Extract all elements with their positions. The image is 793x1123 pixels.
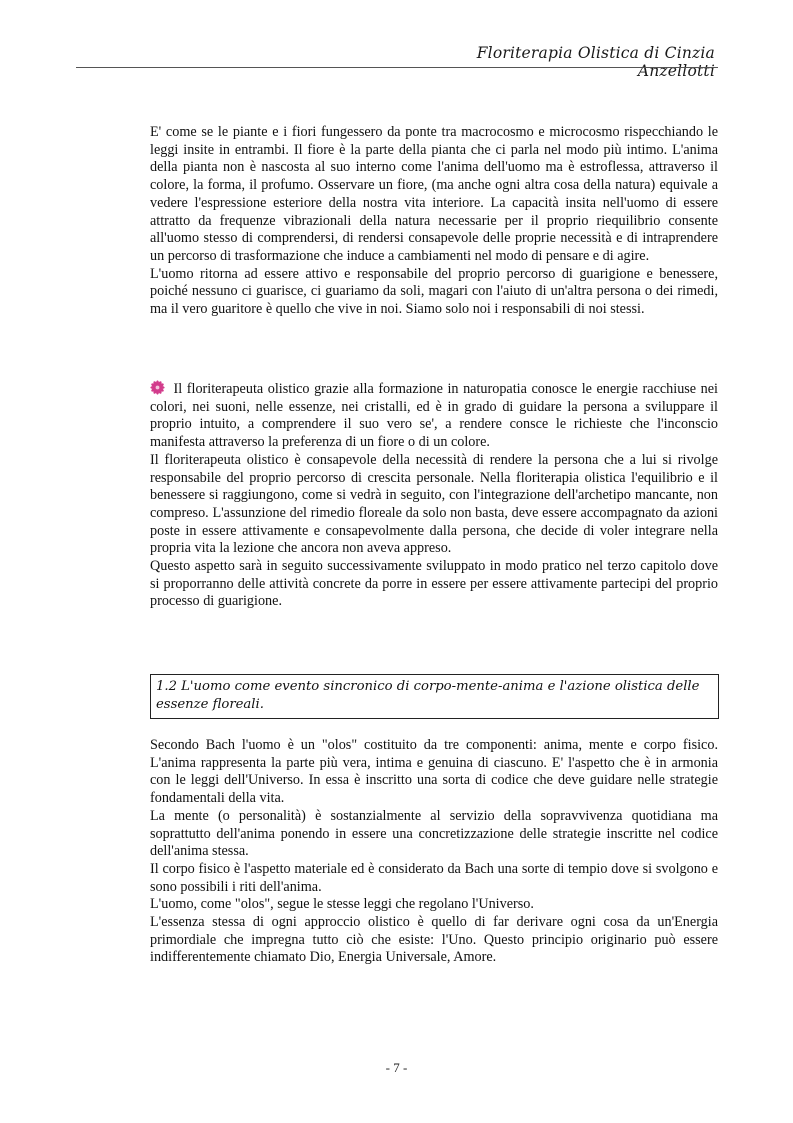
page-number: - 7 -: [385, 1060, 408, 1075]
paragraph: L'uomo ritorna ad essere attivo e responsabile del proprio percorso di guarigione e benessere, poiché nessuno ci guarisce, ci guariamo da soli, magari con l'aiuto di un'altra persona o dei rimedi, ma il vero guaritore è quello che vive in noi. Siamo solo noi i responsabili di noi stessi.: [150, 265, 718, 318]
running-header: Floriterapia Olistica di Cinzia Anzellotti: [476, 44, 715, 80]
paragraph: Secondo Bach l'uomo è un "olos" costituito da tre componenti: anima, mente e corpo fisico. L'anima rappresenta la parte più vera, intima e genuina di ciascuno. E' l'aspetto che è in armonia con le leggi dell'Universo. In essa è inscritto una sorta di codice che deve guidare nelle strategie fondamentali della vita.: [150, 737, 718, 807]
paragraph-text: Il floriterapeuta olistico grazie alla formazione in naturopatia conosce le energie racchiuse nei colori, nei suoni, nelle essenze, nei cristalli, ed è in grado di guidare la persona a sviluppare il proprio intuito, a comprendere il suo vero se', a rendere consce le richieste che l'inconscio manifesta attraverso la preferenza di un fiore o di un colore.: [150, 381, 718, 451]
paragraph: Il floriterapeuta olistico è consapevole della necessità di rendere la persona che a lui si rivolge responsabile del proprio percorso di crescita personale. Nella floriterapia olistica l'equilibrio e il benessere si raggiungono, come si vedrà in seguito, con l'integrazione dell'archetipo mancante, non compreso. L'assunzione del rimedio floreale da solo non basta, deve essere accompagnato da azioni poste in essere attivamente e consapevolmente dalla persona, che decide di voler integrare nella propria vita la lezione che ancora non aveva appreso.: [150, 451, 718, 557]
flower-icon: [150, 380, 165, 395]
section-heading: 1.2 L'uomo come evento sincronico di corpo-mente-anima e l'azione olistica delle essenze floreali.: [150, 674, 719, 719]
paragraph: L'uomo, come "olos", segue le stesse leggi che regolano l'Universo.: [150, 896, 534, 913]
paragraph: [150, 380, 718, 452]
paragraph: Il corpo fisico è l'aspetto materiale ed è considerato da Bach una sorte di tempio dove si svolgono e sono possibili i riti dell'anima.: [150, 860, 718, 895]
text-block-bach: [150, 737, 718, 967]
header-rule: [76, 67, 718, 68]
text-block-floriterapeuta: [150, 380, 718, 611]
paragraph: La mente (o personalità) è sostanzialmente al servizio della sopravvivenza quotidiana ma soprattutto dell'anima ponendo in essere una concretizzazione delle strategie inscritte nel codice dell'anima stessa.: [150, 807, 718, 860]
paragraph: Questo aspetto sarà in seguito successivamente sviluppato in modo pratico nel terzo capitolo dove si proporranno delle attività concrete da porre in essere per essere attivamente partecipi del proprio processo di guarigione.: [150, 558, 718, 610]
paragraph: L'essenza stessa di ogni approccio olistico è quello di far derivare ogni cosa da un'Energia primordiale che impregna tutto ciò che esiste: l'Uno. Questo principio originario può essere indifferentemente chiamato Dio, Energia Universale, Amore.: [150, 914, 718, 966]
text-block-intro: [150, 124, 718, 319]
paragraph: E' come se le piante e i fiori fungessero da ponte tra macrocosmo e microcosmo rispecchiando le leggi insite in entrambi. Il fiore è la parte della pianta che ci parla nel modo più intimo. L'anima della pianta non è nascosta al suo interno come l'anima dell'uomo ma è estroflessa, attraverso il colore, la forma, il profumo. Osservare un fiore, (ma anche ogni altra cosa della natura) equivale a vedere l'espressione esteriore della nostra vita interiore. La capacità insita nell'uomo di essere attratto da frequenze vibrazionali della natura necessarie per il proprio riequilibrio consente all'uomo stesso di comprendersi, di rendersi consapevole delle proprie necessità e di intraprendere un percorso di trasformazione che induce a cambiamenti nel modo di pensare e di agire.: [150, 124, 718, 264]
